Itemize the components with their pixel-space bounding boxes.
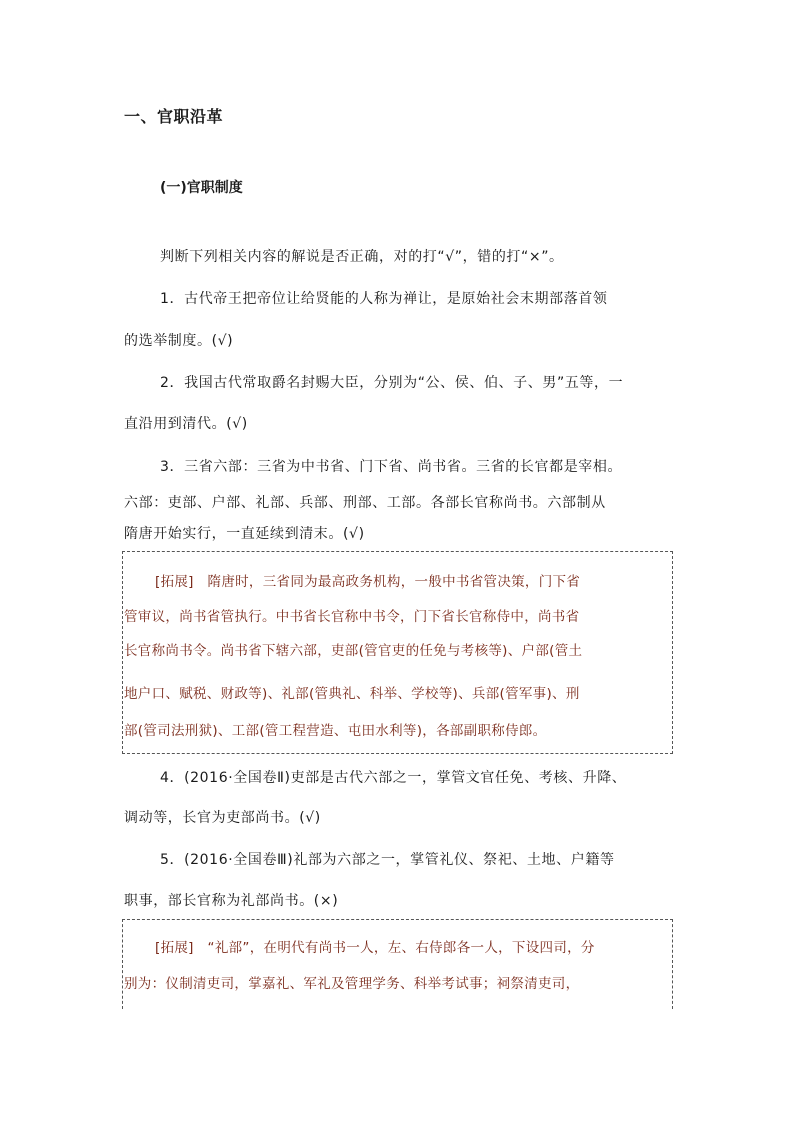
extension-2-line-1: [拓展] “礼部”，在明代有尚书一人，左、右侍郎各一人，下设四司，分	[155, 940, 595, 956]
question-3-line-1: 3．三省六部：三省为中书省、门下省、尚书省。三省的长官都是宰相。	[160, 459, 623, 475]
question-3-line-3: 隋唐开始实行，一直延续到清末。(√)	[124, 526, 365, 542]
question-5-line-2: 职事，部长官称为礼部尚书。(×)	[124, 893, 339, 909]
extension-1-line-2: 管审议，尚书省管执行。中书省长官称中书令，门下省长官称侍中，尚书省	[124, 609, 580, 625]
question-3-line-2: 六部：吏部、户部、礼部、兵部、刑部、工部。各部长官称尚书。六部制从	[124, 495, 606, 511]
question-1-line-1: 1．古代帝王把帝位让给贤能的人称为禅让，是原始社会末期部落首领	[160, 291, 608, 307]
question-5-line-1: 5．(2016·全国卷Ⅲ)礼部为六部之一，掌管礼仪、祭祀、土地、户籍等	[160, 852, 615, 868]
extension-1-line-5: 部(管司法刑狱)、工部(管工程营造、屯田水利等)，各部副职称侍郎。	[124, 723, 547, 739]
question-1-line-2: 的选举制度。(√)	[124, 333, 234, 349]
section-heading: 一、官职沿革	[124, 107, 224, 126]
question-4-line-2: 调动等，长官为吏部尚书。(√)	[124, 810, 321, 826]
question-2-line-2: 直沿用到清代。(√)	[124, 416, 248, 432]
extension-2-line-2: 别为：仪制清吏司，掌嘉礼、军礼及管理学务、科举考试事；祠祭清吏司，	[124, 976, 580, 992]
question-2-line-1: 2．我国古代常取爵名封赐大臣，分别为“公、侯、伯、子、男”五等，一	[160, 375, 624, 391]
extension-1-line-3: 长官称尚书令。尚书省下辖六部，吏部(管官吏的任免与考核等)、户部(管土	[124, 643, 583, 659]
subsection-heading: (一)官职制度	[160, 180, 243, 196]
instructions: 判断下列相关内容的解说是否正确，对的打“√”，错的打“×”。	[160, 249, 564, 265]
question-4-line-1: 4．(2016·全国卷Ⅱ)吏部是古代六部之一，掌管文官任免、考核、升降、	[160, 770, 627, 786]
extension-1-line-4: 地户口、赋税、财政等)、礼部(管典礼、科举、学校等)、兵部(管军事)、刑	[124, 686, 580, 702]
extension-box-2	[122, 919, 673, 1009]
extension-1-line-1: [拓展] 隋唐时，三省同为最高政务机构，一般中书省管决策，门下省	[155, 574, 581, 590]
